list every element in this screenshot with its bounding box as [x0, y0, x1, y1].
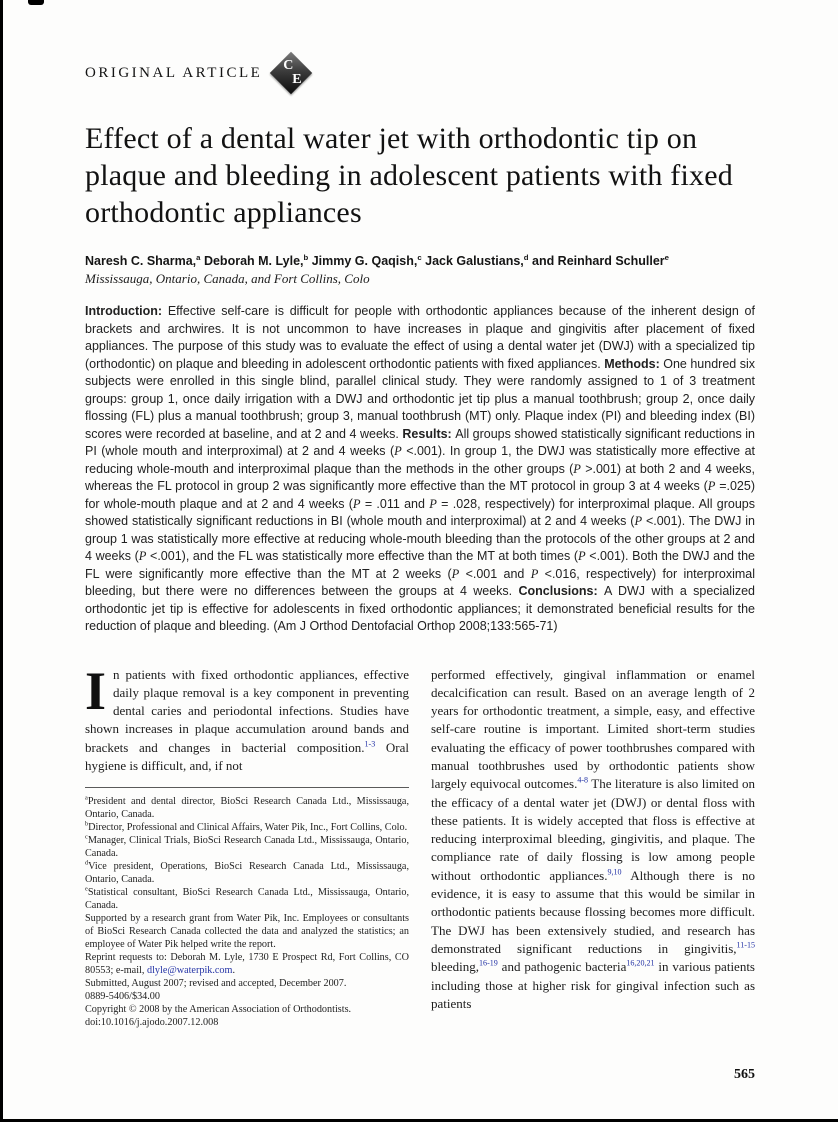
text-segment: P: [394, 444, 402, 458]
text-segment: Methods:: [604, 356, 664, 371]
superscript: d: [523, 252, 529, 262]
text-segment: P: [578, 549, 586, 563]
text-segment: and Reinhard Schuller: [528, 254, 665, 268]
superscript: e: [85, 885, 88, 893]
superscript: b: [303, 252, 309, 262]
text-segment: President and dental director, BioSci Research Canada Ltd., Mississauga, Ontario, Canada.: [85, 796, 409, 821]
body-paragraph: [431, 666, 755, 1014]
superscript: b: [85, 820, 89, 828]
footnote-item: [85, 951, 409, 977]
text-segment: Although there is no evidence, it is easy to assume that this would be similar in orthodontic patients because flossing becomes more difficult. The DWJ has been extensively studied, and research has demonstrated significant reductions in gingivitis,: [431, 867, 755, 956]
footnote-item: [85, 860, 409, 886]
text-segment: 0889-5406/$34.00: [85, 991, 160, 1003]
text-segment: <.001), and the FL was statistically more effective than the MT at both times (: [146, 549, 579, 563]
footnote-rule: [85, 787, 409, 788]
text-segment: Introduction:: [85, 304, 168, 318]
text-segment: and pathogenic bacteria: [497, 959, 627, 975]
text-segment: Deborah M. Lyle,: [200, 254, 304, 268]
text-segment: Supported by a research grant from Water Pik, Inc. Employees or consultants of BioSci Research Canada collected the data and analyzed the statistics; an employee of Water Pik helped write the report.: [85, 913, 409, 951]
text-segment: =.025) for whole-mouth plaque and at 2 and 4 weeks (: [85, 479, 755, 511]
text-segment: Vice president, Operations, BioSci Research Canada Ltd., Mississauga, Ontario, Canada.: [85, 861, 409, 886]
text-segment: <.016, respectively) for interproximal bleeding, but there were no differences between the groups at 4 weeks.: [85, 566, 755, 598]
citation-link[interactable]: 4-8: [577, 775, 589, 785]
text-segment: Statistical consultant, BioSci Research Canada Ltd., Mississauga, Ontario, Canada.: [85, 887, 409, 912]
footnote-item: [85, 886, 409, 912]
footnote-item: [85, 795, 409, 821]
text-segment: P: [451, 566, 460, 581]
footnote-item: [85, 834, 409, 860]
superscript: c: [85, 833, 88, 841]
abstract: [85, 303, 755, 636]
text-segment: <.001). The DWJ in group 1 was statistically more effective at reducing whole-mouth bleeding than the protocols of the other groups at 2 and 4 weeks (: [85, 514, 755, 563]
page-number: 565: [734, 1067, 755, 1082]
citation-link[interactable]: 1-3: [364, 739, 376, 749]
two-column-body: [85, 660, 755, 1030]
text-segment: Director, Professional and Clinical Affairs, Water Pik, Inc., Fort Collins, Colo.: [88, 822, 408, 834]
footnote-item: [85, 1003, 409, 1016]
text-segment: in various patients including those at higher risk for gingival infection such as patients: [431, 959, 755, 1011]
footnote-item: [85, 977, 409, 990]
text-segment: Naresh C. Sharma,: [85, 254, 197, 268]
text-segment: = .028, respectively) for interproximal plaque. All groups showed statistically significant reductions in BI (whole mouth and interproximal) at 2 and 4 weeks (: [85, 496, 755, 528]
text-segment: All groups showed statistically significant reductions in PI (whole mouth and interproximal) at 2 and 4 weeks (: [85, 426, 755, 458]
text-segment: Oral hygiene is difficult, and, if not: [85, 739, 409, 773]
text-segment: Jimmy G. Qaqish,: [308, 254, 418, 268]
citation-link[interactable]: 16-19: [479, 958, 498, 968]
scan-artifact: [28, 0, 44, 5]
text-segment: Conclusions:: [518, 584, 604, 598]
text-segment: One hundred six subjects were enrolled in this single blind, parallel clinical study. They were randomly assigned to 1 of 3 treatment groups: group 1, once daily irrigation with a DWJ and orthodontic jet tip plus a manual toothbrush; group 2, once daily flossing (FL) plus a manual toothbrush; group 3, manual toothbrush (MT) only. Plaque index (PI) and bleeding index (BI) scores were recorded at baseline, and at 2 and 4 weeks.: [85, 356, 755, 441]
superscript: c: [417, 252, 422, 262]
superscript: a: [196, 252, 201, 262]
article-title: Effect of a dental water jet with orthodontic tip on plaque and bleeding in adolescent patients with fixed orthodontic appliances: [85, 122, 733, 229]
text-segment: Reprint requests to: Deborah M. Lyle, 1730 E Prospect Rd, Fort Collins, CO 80553; e-mail,: [85, 952, 409, 977]
footnote-item: [85, 912, 409, 951]
text-segment: = .011 and: [360, 496, 430, 511]
text-segment: Results:: [402, 426, 456, 441]
citation-link[interactable]: 9,10: [607, 867, 622, 877]
text-segment: P: [530, 566, 539, 581]
superscript: a: [85, 794, 88, 802]
page-content: [85, 0, 755, 1029]
text-segment: P: [138, 549, 147, 563]
footnote-list: [85, 795, 409, 1029]
citation-link[interactable]: 11-15: [736, 940, 755, 950]
authors-line: [85, 253, 755, 269]
text-segment: n patients with fixed orthodontic appliances, effective daily plaque removal is a key component in preventing dental caries and periodontal infections. Studies have shown increases in plaque accumulation around bands and brackets and changes in bacterial composition.: [85, 666, 409, 755]
text-segment: A DWJ with a specialized orthodontic jet tip is effective for adolescents in fixed orthodontic appliances; it demonstrated beneficial results for the reduction of plaque and bleeding. (Am J Orthod Dentofacial Orthop 2008;133:565-71): [85, 584, 755, 633]
text-segment: Effective self-care is difficult for people with orthodontic appliances because of the inherent design of brackets and archwires. It is not uncommon to have increases in plaque and gingivitis after placement of fixed appliances. The purpose of this study was to evaluate the effect of using a dental water jet (DWJ) with a specialized tip (orthodontic) on plaque and bleeding in adolescent orthodontic patients with fixed appliances.: [85, 304, 755, 371]
text-segment: Submitted, August 2007; revised and accepted, December 2007.: [85, 978, 347, 990]
drop-cap: I: [85, 660, 107, 721]
text-segment: Copyright © 2008 by the American Association of Orthodontists.: [85, 1004, 352, 1016]
text-segment: <.001). Both the DWJ and the FL were significantly more effective than the MT at 2 weeks (: [85, 549, 755, 581]
footnote-item: [85, 990, 409, 1003]
superscript: d: [85, 859, 89, 867]
text-segment: bleeding,: [431, 959, 480, 975]
ce-letter-e: E: [292, 72, 302, 87]
text-segment: P: [707, 479, 716, 493]
article-type-label: ORIGINAL ARTICLE: [85, 64, 263, 81]
text-segment: .: [232, 965, 235, 977]
right-column: [431, 666, 755, 1030]
footnote-item: [85, 1016, 409, 1029]
text-segment: P: [634, 514, 643, 528]
text-segment: Manager, Clinical Trials, BioSci Research Canada Ltd., Mississauga, Ontario, Canada.: [85, 835, 409, 860]
text-segment: <.001). In group 1, the DWJ was statistically more effective at reducing whole-mouth and interproximal plaque than the methods in the other groups (: [85, 444, 755, 476]
text-segment: P: [573, 461, 581, 476]
text-segment: <.001 and: [459, 566, 531, 581]
intro-paragraph-text: [85, 660, 409, 773]
text-segment: The literature is also limited on the efficacy of a dental water jet (DWJ) or dental floss with these patients. It is widely accepted that floss is effective at reducing interproximal bleeding, gingivitis, and plaque. The compliance rate of daily flossing is low among people without orthodontic appliances.: [431, 776, 755, 883]
left-column: [85, 660, 409, 1030]
ce-diamond-logo: [268, 50, 314, 96]
footnotes-block: [85, 787, 409, 1029]
ce-letter-c: C: [283, 58, 294, 73]
email-link[interactable]: dlyle@waterpik.com: [146, 965, 233, 977]
footnote-item: [85, 821, 409, 834]
scan-edge-left: [0, 0, 3, 1122]
text-segment: doi:10.1016/j.ajodo.2007.12.008: [85, 1017, 219, 1029]
text-segment: >.001) at both 2 and 4 weeks, whereas the FL protocol in group 2 was significantly more effective than the MT protocol in group 3 at 4 weeks (: [85, 461, 755, 493]
intro-paragraph: [85, 660, 409, 776]
text-segment: P: [352, 496, 361, 511]
superscript: e: [664, 252, 669, 262]
article-type-row: [85, 50, 755, 96]
affiliation-line: Mississauga, Ontario, Canada, and Fort Collins, Colo: [85, 271, 370, 286]
text-segment: Jack Galustians,: [421, 254, 524, 268]
citation-link[interactable]: 16,20,21: [626, 958, 655, 968]
text-segment: P: [429, 496, 437, 511]
text-segment: performed effectively, gingival inflammation or enamel decalcification can result. Based on an average length of 2 years for orthodontic treatment, a simple, easy, and effective self-care routine is important. Limited short-term studies evaluating the efficacy of power toothbrushes compared with manual toothbrushes used by orthodontic patients show largely equivocal outcomes.: [431, 666, 755, 792]
